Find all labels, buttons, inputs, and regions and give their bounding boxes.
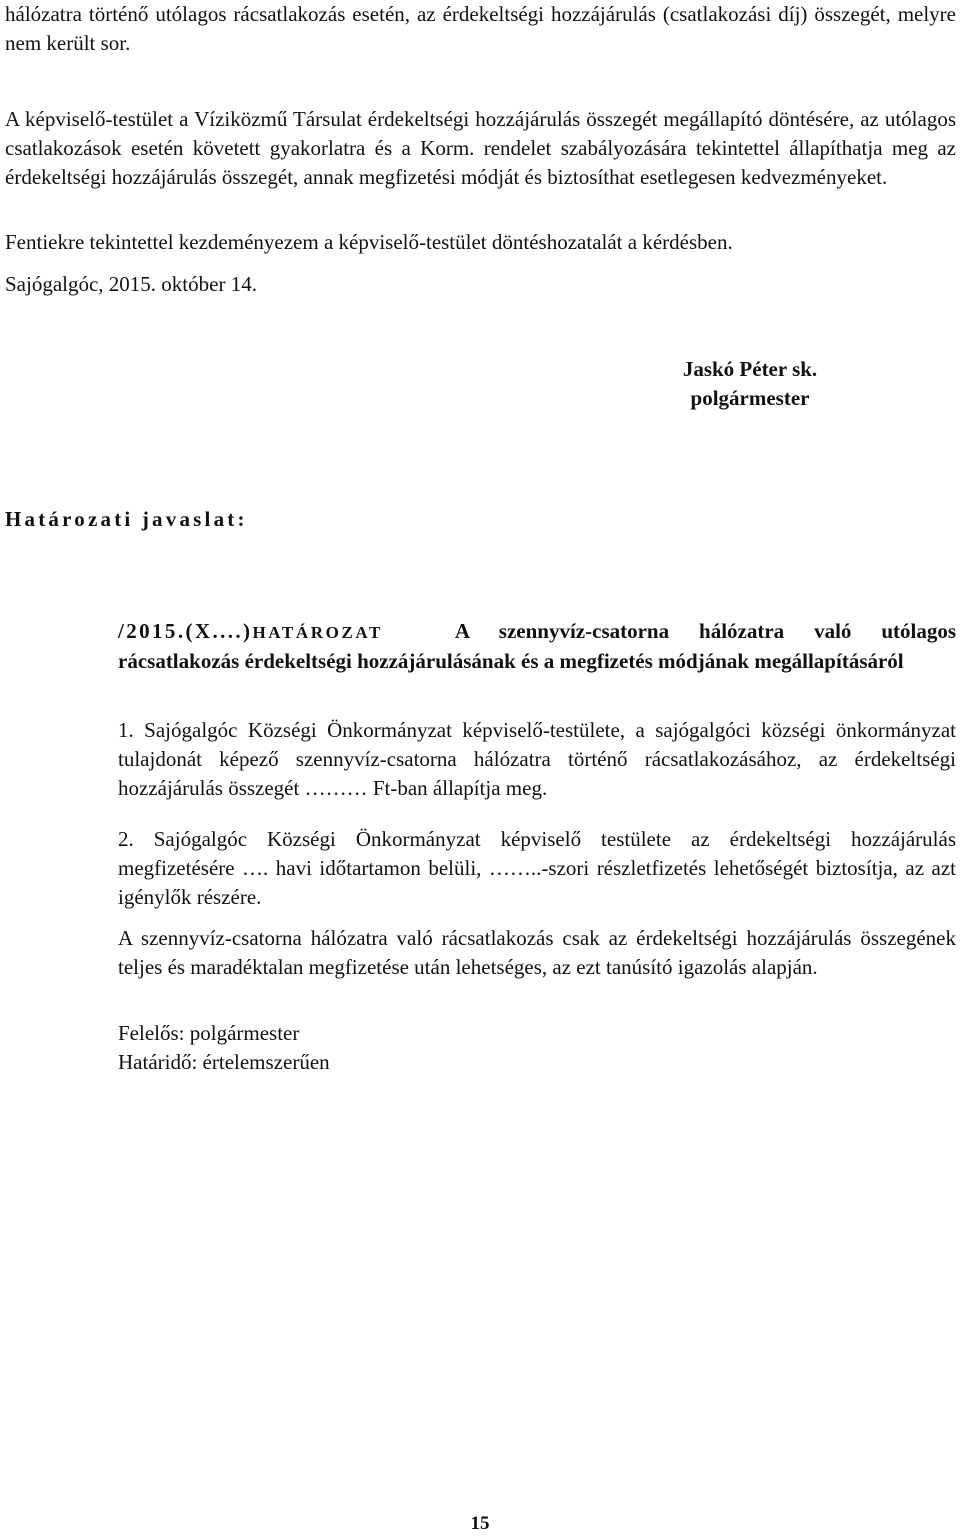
resolution-block bbox=[118, 617, 956, 676]
paragraph-decision-basis: A képviselő-testület a Víziközmű Társulat érdekeltségi hozzájárulás összegét megállapító döntésére, az utólagos csatlakozások esetén követett gyakorlatra és a Korm. rendelet szabályozására tekintettel állapíthatja meg az érdekeltségi hozzájárulás összegét, annak megfizetési módját és biztosíthat esetlegesen kedvezményeket. bbox=[5, 107, 956, 189]
paragraph-initiative: Fentiekre tekintettel kezdeményezem a képviselő-testület döntéshozatalát a kérdésben. bbox=[5, 230, 733, 254]
responsible-line: Felelős: polgármester bbox=[118, 1021, 300, 1045]
paragraph-continued: hálózatra történő utólagos rácsatlakozás esetén, az érdekeltségi hozzájárulás (csatlakozási díj) összegét, melyre nem került sor. bbox=[5, 2, 956, 55]
signature-name: Jaskó Péter sk. bbox=[682, 357, 818, 381]
resolution-point-3: A szennyvíz-csatorna hálózatra való rácsatlakozás csak az érdekeltségi hozzájárulás összegének teljes és maradéktalan megfizetése után lehetséges, az ezt tanúsító igazolás alapján. bbox=[118, 926, 956, 979]
resolution-title: A szennyvíz-csatorna hálózatra való utólagos rácsatlakozás érdekeltségi hozzájárulásának és a megfizetés módjának megállapításáról bbox=[118, 619, 956, 673]
proposal-heading: Határozati javaslat: bbox=[5, 507, 248, 531]
resolution-word: HATÁROZAT bbox=[252, 623, 383, 642]
resolution-point-2: 2. Sajógalgóc Községi Önkormányzat képviselő testülete az érdekeltségi hozzájárulás megfizetésére …. havi időtartamon belüli, ……..-szori részletfizetés lehetőségét biztosítja, az azt igénylők részére. bbox=[118, 827, 956, 909]
date-line: Sajógalgóc, 2015. október 14. bbox=[5, 272, 257, 296]
page-number: 15 bbox=[470, 1513, 490, 1534]
resolution-number: /2015.(X....) bbox=[118, 619, 253, 643]
deadline-line: Határidő: értelemszerűen bbox=[118, 1050, 330, 1074]
signature-title: polgármester bbox=[690, 386, 810, 410]
resolution-point-1: 1. Sajógalgóc Községi Önkormányzat képviselő-testülete, a sajógalgóci községi önkormányzat tulajdonát képező szennyvíz-csatorna hálózatra történő rácsatlakozásához, az érdekeltségi hozzájárulás összegét ……… Ft-ban állapítja meg. bbox=[118, 718, 956, 800]
